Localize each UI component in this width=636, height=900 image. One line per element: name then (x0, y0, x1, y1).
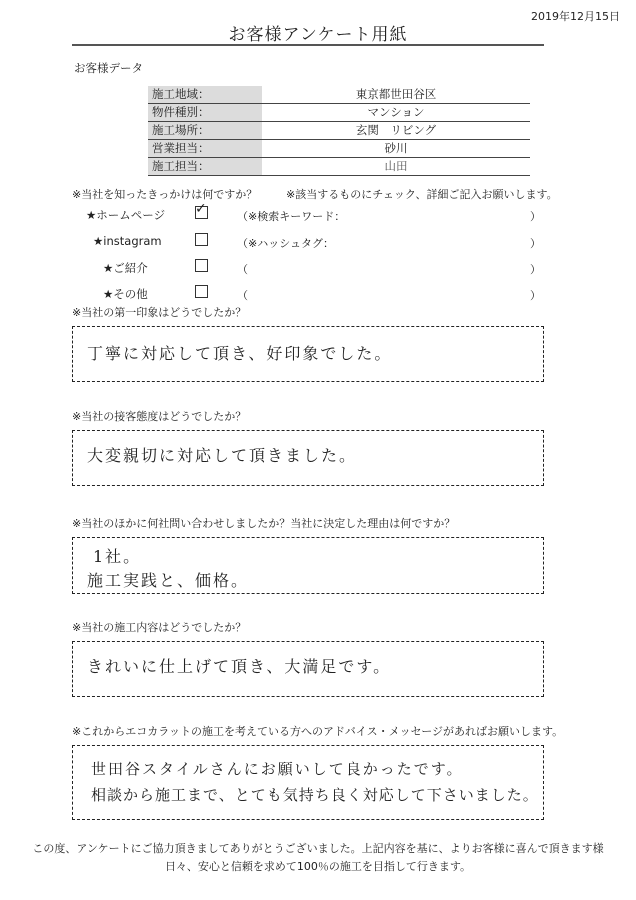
info-label: 施工場所： (148, 122, 262, 139)
q4-question: ※当社のほかに何社問い合わせしましたか？当社に決定した理由は何ですか？ (72, 517, 456, 530)
info-row-property-type (148, 104, 530, 122)
q6-answer-line: 相談から施工まで、とても気持ち良く対応して下さいました。 (91, 786, 539, 804)
option-detail-instagram: （※ハッシュタグ： (237, 237, 334, 250)
q1-question: ※当社を知ったきっかけは何ですか？ (72, 188, 258, 201)
checkbox-referral[interactable] (195, 259, 208, 272)
q6-answer-box (72, 745, 544, 820)
q3-answer-box (72, 430, 544, 486)
option-close-paren: ） (530, 210, 541, 223)
q6-answer-line: 世田谷スタイルさんにお願いして良かったです。 (91, 760, 464, 778)
q4-answer-line: 1社。 (93, 547, 142, 566)
option-close-paren: ） (530, 263, 541, 276)
q1-instruction: ※該当するものにチェック、詳細ご記入お願いします。 (286, 188, 558, 201)
footer-message-line: 日々、安心と信頼を求めて100％の施工を目指して行きます。 (164, 860, 472, 873)
option-label-other: ★その他 (103, 287, 148, 301)
q4-answer-line: 施工実践と、価格。 (87, 571, 250, 590)
info-row-location (148, 122, 530, 140)
title-underline (72, 44, 544, 46)
info-label: 施工地域： (148, 86, 262, 103)
checkbox-homepage[interactable] (195, 201, 208, 219)
checkbox-other[interactable] (195, 285, 208, 298)
q5-answer-box (72, 641, 544, 697)
option-label-homepage: ★ホームページ (86, 208, 166, 222)
q5-question: ※当社の施工内容はどうでしたか？ (72, 621, 247, 634)
customer-data-heading: お客様データ (74, 61, 143, 75)
info-label: 物件種別： (148, 104, 262, 121)
info-label: 施工担当： (148, 158, 262, 175)
option-label-referral: ★ご紹介 (103, 261, 148, 275)
info-label: 営業担当： (148, 140, 262, 157)
form-title: お客様アンケート用紙 (228, 25, 408, 45)
q2-answer-line: 丁寧に対応して頂き、好印象でした。 (87, 344, 393, 363)
q3-answer-line: 大変親切に対応して頂きました。 (87, 446, 358, 465)
footer-message-line: この度、アンケートにご協力頂きましてありがとうございました。上記内容を基に、よりお客様に喜んで頂きます様 (32, 842, 604, 855)
info-row-installer (148, 158, 530, 176)
option-detail-other: （ (237, 289, 248, 302)
info-row-area (148, 86, 530, 104)
survey-date: 2019年12月15日 (531, 10, 620, 23)
q2-question: ※当社の第一印象はどうでしたか？ (72, 306, 247, 319)
info-value: 砂川 (384, 141, 408, 155)
q6-question: ※これからエコカラットの施工を考えている方へのアドバイス・メッセージがあればお願いします。 (72, 725, 564, 738)
info-value: 山田 (384, 159, 408, 173)
checkbox-instagram[interactable] (195, 233, 208, 246)
info-value: 玄関 リビング (355, 123, 437, 137)
check-mark-icon: ✓ (195, 201, 207, 217)
option-close-paren: ） (530, 289, 541, 302)
option-detail-homepage: （※検索キーワード： (237, 210, 346, 223)
option-label-instagram: ★instagram (93, 234, 162, 248)
info-value: 東京都世田谷区 (355, 87, 437, 101)
info-value: マンション (367, 105, 425, 119)
option-detail-referral: （ (237, 263, 248, 276)
info-row-sales-staff (148, 140, 530, 158)
q2-answer-box (72, 326, 544, 382)
q5-answer-line: きれいに仕上げて頂き、大満足です。 (87, 657, 392, 676)
q4-answer-box (72, 537, 544, 594)
option-close-paren: ） (530, 237, 541, 250)
q3-question: ※当社の接客態度はどうでしたか？ (72, 410, 247, 423)
